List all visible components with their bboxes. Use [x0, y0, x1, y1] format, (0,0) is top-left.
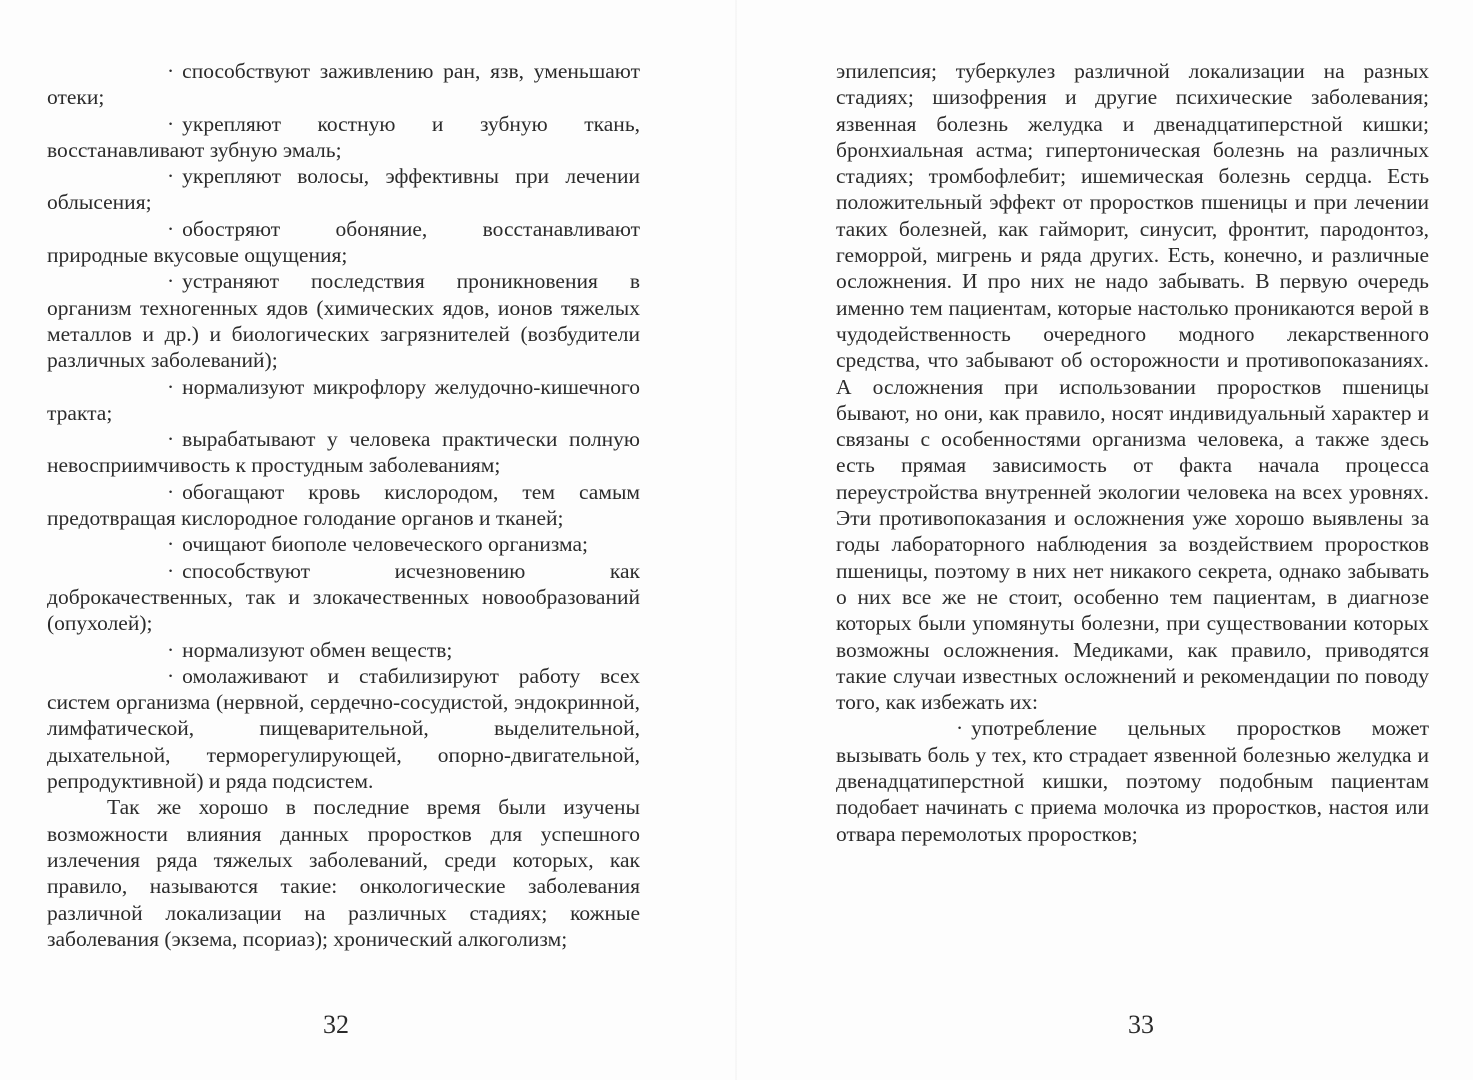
bullet-dot: ·	[167, 637, 175, 662]
left-bullet-item: · омолаживают и стабилизируют работу всех систем организма (нервной, сердечно-сосудистой, эндокринной, лимфатической, пищеварительной, выделительной, дыхательной, терморегулирующей, опорно-двигательной, репродуктивной) и ряда подсистем.	[47, 663, 640, 794]
page-number-left: 32	[323, 1010, 349, 1039]
bullet-dot: ·	[167, 558, 175, 583]
bullet-dot: ·	[167, 663, 175, 688]
left-bullet-item: · укрепляют костную и зубную ткань, восстанавливают зубную эмаль;	[47, 111, 640, 162]
bullet-dot: ·	[167, 479, 175, 504]
left-page	[47, 58, 640, 952]
left-bullet-item: · вырабатывают у человека практически полную невосприимчивость к простудным заболеваниям;	[47, 427, 640, 478]
left-bullet-item: · способствуют исчезновению как доброкачественных, так и злокачественных новообразований (опухолей);	[47, 558, 640, 636]
bullet-dot: ·	[167, 427, 175, 452]
bullet-dot: ·	[167, 532, 175, 557]
left-bullet-item: · нормализуют обмен веществ;	[47, 637, 640, 663]
bullet-dot: ·	[167, 374, 175, 399]
bullet-dot: ·	[167, 111, 175, 136]
right-bullet-item: · употребление цельных проростков может вызывать боль у тех, кто страдает язвенной болезнью желудка и двенадцатиперстной кишки, поэтому подобным пациентам подобает начинать с приема молочка из проростков, настоя или отвара перемолотых проростков;	[836, 716, 1429, 846]
left-bullet-item: · укрепляют волосы, эффективны при лечении облысения;	[47, 164, 640, 215]
bullet-dot: ·	[167, 59, 175, 83]
left-bullet-item: · очищают биополе человеческого организма;	[47, 531, 640, 557]
bullet-dot: ·	[956, 716, 964, 741]
left-bullet-item: · обогащают кровь кислородом, тем самым предотвращая кислородное голодание органов и тканей;	[47, 479, 640, 531]
right-page	[836, 58, 1429, 847]
book-gutter	[735, 0, 737, 1080]
bullet-dot: ·	[167, 216, 175, 241]
page-number-right: 33	[1128, 1010, 1154, 1039]
right-paragraph: эпилепсия; туберкулез различной локализации на разных стадиях; шизофрения и другие психические заболевания; язвенная болезнь желудка и двенадцатиперстной кишки; бронхиальная астма; гипертоническая болезнь на различных стадиях; тромбофлебит; ишемическая болезнь сердца. Есть положительный эффект от проростков пшеницы и при лечении таких болезней, как гайморит, синусит, фронтит, пародонтоз, геморрой, мигрень и ряда других. Есть, конечно, и различные осложнения. И про них не надо забывать. В первую очередь именно тем пациентам, которые настолько проникаются верой в чудодейственность очередного модного лекарственного средства, что забывают об осторожности и противопоказаниях. А осложнения при использовании проростков пшеницы бывают, но они, как правило, носят индивидуальный характер и связаны с особенностями организма человека, а также здесь есть прямая зависимость от факта начала процесса переустройства внутренней экологии человека на всех уровнях. Эти противопоказания и осложнения уже хорошо выявлены за годы лабораторного наблюдения за воздействием проростков пшеницы, поэтому в них нет никакого секрета, однако забывать о них все же не стоит, особенно тем пациентам, в диагнозе которых были упомянуты болезни, при существовании которых возможны осложнения. Медиками, как правило, приводятся такие случаи известных осложнений и рекомендации по поводу того, как избежать их:	[836, 59, 1429, 715]
left-bullet-item: · способствуют заживлению ран, язв, уменьшают отеки;	[47, 59, 640, 110]
bullet-dot: ·	[167, 164, 175, 189]
left-bullet-item: · нормализуют микрофлору желудочно-кишечного тракта;	[47, 374, 640, 425]
left-bullet-item: · обостряют обоняние, восстанавливают природные вкусовые ощущения;	[47, 216, 640, 268]
left-bullet-item: · устраняют последствия проникновения в организм техногенных ядов (химических ядов, ионов тяжелых металлов и др.) и биологических загрязнителей (возбудители различных заболеваний);	[47, 269, 640, 373]
left-paragraph: Так же хорошо в последние время были изучены возможности влияния данных проростков для успешного излечения ряда тяжелых заболеваний, среди которых, как правило, называются такие: онкологические заболевания различной локализации на различных стадиях; кожные заболевания (экзема, псориаз); хронический алкоголизм;	[47, 795, 640, 951]
bullet-dot: ·	[167, 269, 175, 294]
